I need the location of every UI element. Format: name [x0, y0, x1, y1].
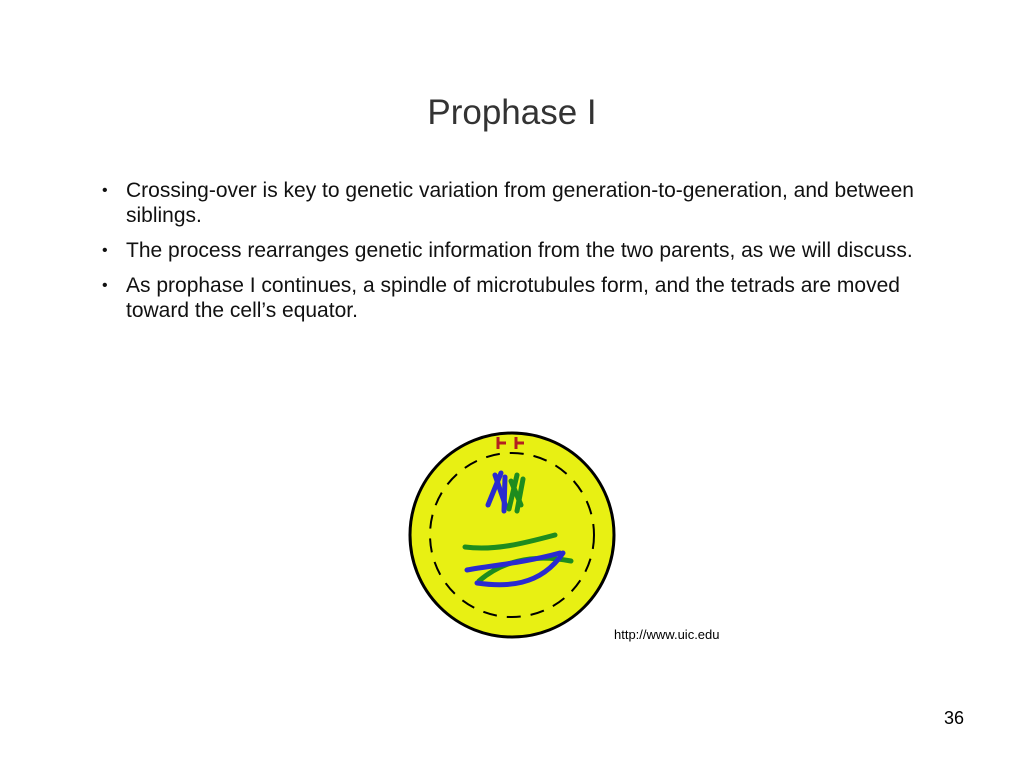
bullet-symbol: •	[102, 277, 108, 294]
cell-membrane	[410, 433, 614, 637]
page-number: 36	[943, 708, 964, 728]
slide-title: Prophase I	[427, 93, 597, 132]
bullet-item	[100, 178, 960, 228]
image-source-link[interactable]: http://www.uic.edu	[614, 627, 720, 642]
bullet-list	[100, 178, 960, 333]
bullet-symbol: •	[102, 242, 108, 259]
bullet-text: Crossing-over is key to genetic variation from generation-to-generation, and between siblings.	[126, 179, 914, 227]
bullet-text: The process rearranges genetic information from the two parents, as we will discuss.	[126, 239, 913, 262]
bullet-item	[100, 238, 960, 263]
bullet-symbol: •	[102, 182, 108, 199]
bullet-item	[100, 273, 960, 323]
bullet-text: As prophase I continues, a spindle of microtubules form, and the tetrads are moved toward the cell’s equator.	[126, 274, 900, 322]
cell-illustration	[405, 425, 620, 640]
